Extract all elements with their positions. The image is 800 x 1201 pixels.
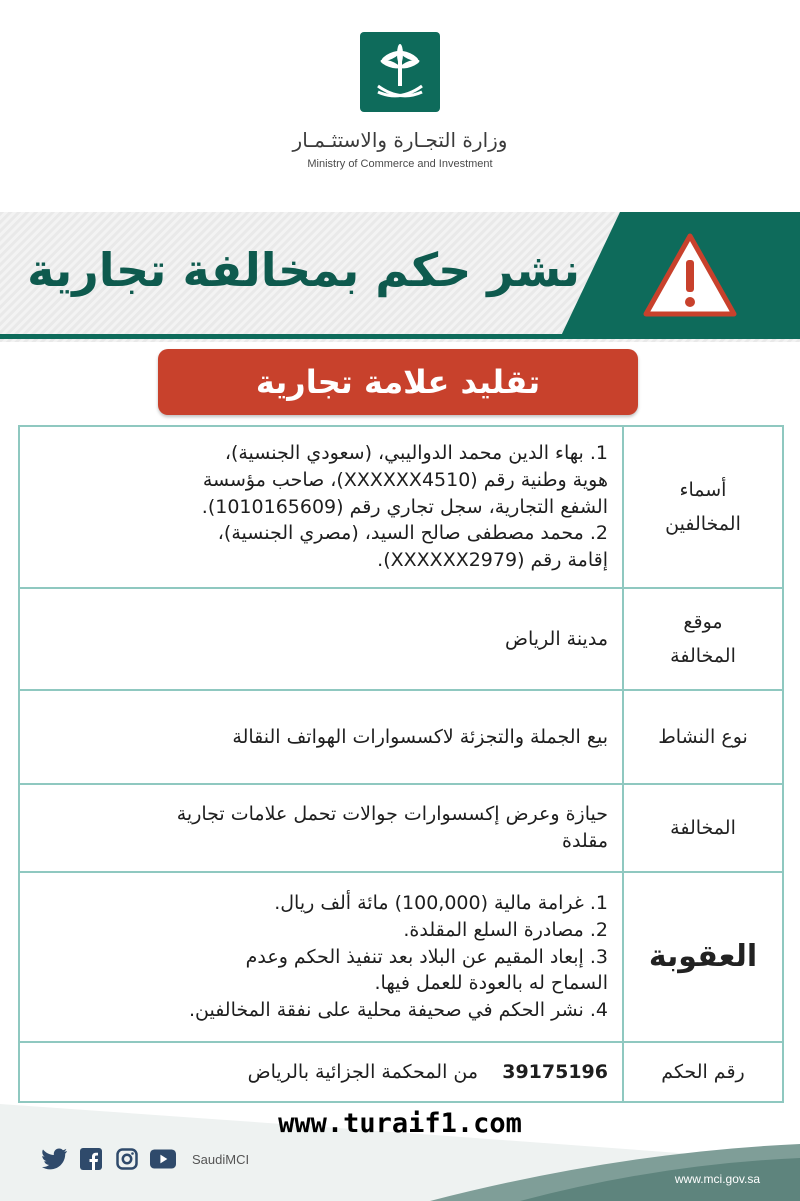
violators-line: 2. محمد مصطفى صالح السيد، (مصري الجنسية)، xyxy=(217,522,608,545)
ministry-name-english: Ministry of Commerce and Investment xyxy=(307,158,493,170)
social-links xyxy=(42,1146,249,1172)
ruling-table xyxy=(18,425,784,1103)
violation-type-banner xyxy=(158,349,638,415)
label-location-line-1: موقع xyxy=(683,610,723,633)
penalty-line: 1. غرامة مالية (100,000) مائة ألف ريال. xyxy=(274,891,608,914)
label-location-line-2: المخالفة xyxy=(670,645,736,667)
value-location xyxy=(20,589,622,689)
instagram-icon[interactable] xyxy=(114,1146,140,1172)
label-violators xyxy=(622,427,782,587)
violation-line: مقلدة xyxy=(561,830,608,852)
youtube-icon[interactable] xyxy=(150,1146,176,1172)
label-violators-line-2: المخالفين xyxy=(665,513,741,535)
value-violation xyxy=(20,785,622,871)
violation-line: حيازة وعرض إكسسوارات جوالات تحمل علامات تجارية xyxy=(176,803,608,826)
row-violation xyxy=(20,785,782,873)
violation-type-text: تقليد علامة تجارية xyxy=(255,363,541,401)
ministry-logo xyxy=(360,32,440,112)
violators-line: إقامة رقم (XXXXXX2979). xyxy=(377,549,608,572)
violators-line: 1. بهاء الدين محمد الدواليبي، (سعودي الجنسية)، xyxy=(224,441,608,464)
social-handle: SaudiMCI xyxy=(192,1151,250,1167)
ruling-number: 39175196 xyxy=(502,1060,608,1083)
row-violators xyxy=(20,427,782,589)
activity-text: بيع الجملة والتجزئة لاكسسوارات الهواتف النقالة xyxy=(232,725,608,748)
row-penalty xyxy=(20,873,782,1043)
website-watermark: www.turaif1.com xyxy=(278,1108,522,1139)
label-penalty: العقوبة xyxy=(622,873,782,1041)
value-violators xyxy=(20,427,622,587)
violators-line: هوية وطنية رقم (XXXXXX4510)، صاحب مؤسسة xyxy=(202,468,608,491)
ruling-court: من المحكمة الجزائية بالرياض xyxy=(247,1060,479,1083)
penalty-line: 3. إبعاد المقيم عن البلاد بعد تنفيذ الحكم وعدم xyxy=(245,945,608,968)
twitter-icon[interactable] xyxy=(42,1146,68,1172)
penalty-line: 4. نشر الحكم في صحيفة محلية على نفقة المخالفين. xyxy=(188,999,608,1022)
label-location xyxy=(622,589,782,689)
ministry-name-arabic: وزارة التجـارة والاستثـمـار xyxy=(292,128,508,152)
facebook-icon[interactable] xyxy=(78,1146,104,1172)
row-activity xyxy=(20,691,782,785)
label-violators-line-1: أسماء xyxy=(679,478,727,501)
value-penalty xyxy=(20,873,622,1041)
penalty-line: 2. مصادرة السلع المقلدة. xyxy=(403,918,608,941)
ministry-url[interactable]: www.mci.gov.sa xyxy=(674,1172,760,1186)
label-ruling: رقم الحكم xyxy=(622,1043,782,1101)
label-activity: نوع النشاط xyxy=(622,691,782,783)
row-location xyxy=(20,589,782,691)
label-violation: المخالفة xyxy=(622,785,782,871)
value-activity xyxy=(20,691,622,783)
violators-line: الشفع التجارية، سجل تجاري رقم (1010165609). xyxy=(201,495,608,518)
warning-icon xyxy=(640,230,740,320)
location-text: مدينة الرياض xyxy=(505,627,608,650)
page-title: نشر حكم بمخالفة تجارية xyxy=(27,243,580,297)
palm-swords-emblem-icon xyxy=(360,32,440,112)
penalty-line: السماح له بالعودة للعمل فيها. xyxy=(374,972,608,995)
